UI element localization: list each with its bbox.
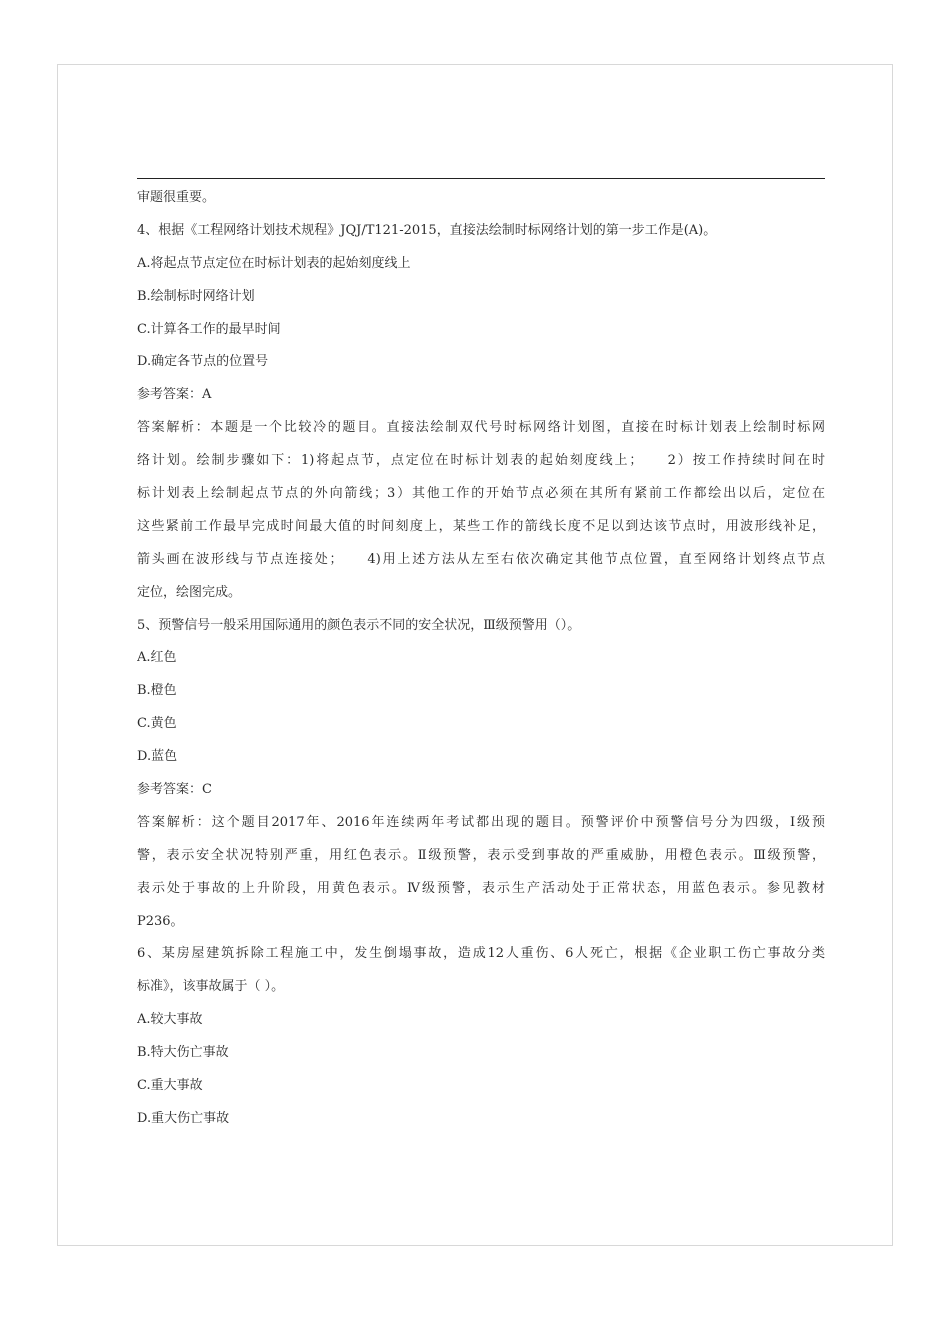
option-b: B.橙色	[137, 683, 177, 699]
reference-answer: 参考答案：A	[137, 387, 212, 403]
option-d: D.重大伤亡事故	[137, 1110, 230, 1126]
option-a: A.红色	[137, 650, 177, 666]
analysis-line: 答案解析：本题是一个比较冷的题目。直接法绘制双代号时标网络计划图，直接在时标计划表上绘制时标网	[137, 420, 825, 436]
option-d: D.确定各节点的位置号	[137, 354, 269, 370]
option-c: C.重大事故	[137, 1078, 203, 1094]
analysis-line: P236。	[137, 913, 184, 929]
analysis-line: 箭头画在波形线与节点连接处； 4)用上述方法从左至右依次确定其他节点位置，直至网络计划终点节点	[137, 551, 825, 567]
question-stem: 5、预警信号一般采用国际通用的颜色表示不同的安全状况，Ⅲ级预警用（）。	[137, 617, 581, 633]
question-4	[137, 215, 825, 610]
option-b: B.特大伤亡事故	[137, 1045, 229, 1061]
question-5	[137, 610, 825, 939]
option-a: A.较大事故	[137, 1012, 203, 1028]
question-stem-line: 标准》，该事故属于（ ）。	[137, 979, 285, 995]
option-c: C.计算各工作的最早时间	[137, 321, 281, 337]
reference-answer: 参考答案：C	[137, 782, 212, 798]
analysis-line: 定位，绘图完成。	[137, 584, 242, 600]
analysis-line: 答案解析：这个题目2017年、2016年连续两年考试都出现的题目。预警评价中预警信号分为四级，Ⅰ级预	[137, 814, 825, 830]
option-d: D.蓝色	[137, 749, 178, 765]
option-c: C.黄色	[137, 716, 177, 732]
analysis-line: 标计划表上绘制起点节点的外向箭线；3）其他工作的开始节点必须在其所有紧前工作都绘出以后，定位在	[137, 486, 825, 502]
option-b: B.绘制标时网络计划	[137, 288, 255, 304]
question-6	[137, 938, 825, 1135]
answer-analysis	[137, 412, 825, 609]
document-content	[137, 182, 825, 1136]
answer-analysis	[137, 807, 825, 939]
analysis-line: 这些紧前工作最早完成时间最大值的时间刻度上，某些工作的箭线长度不足以到达该节点时，用波形线补足，	[137, 518, 825, 534]
option-a: A.将起点节点定位在时标计划表的起始刻度线上	[137, 255, 411, 271]
analysis-line: 警，表示安全状况特别严重，用红色表示。Ⅱ级预警，表示受到事故的严重威胁，用橙色表示。Ⅲ级预警，	[137, 847, 825, 863]
question-stem-line: 6、某房屋建筑拆除工程施工中，发生倒塌事故，造成12人重伤、6人死亡，根据《企业职工伤亡事故分类	[137, 946, 825, 962]
intro-text: 审题很重要。	[137, 190, 216, 205]
question-stem	[137, 938, 825, 1004]
question-stem: 4、根据《工程网络计划技术规程》JQJ/T121-2015，直接法绘制时标网络计划的第一步工作是(A)。	[137, 222, 717, 238]
header-rule	[137, 178, 825, 179]
analysis-line: 络计划。绘制步骤如下：1)将起点节，点定位在时标计划表的起始刻度线上； 2）按工作持续时间在时	[137, 453, 825, 469]
analysis-line: 表示处于事故的上升阶段，用黄色表示。Ⅳ级预警，表示生产活动处于正常状态，用蓝色表示。参见教材	[137, 880, 825, 896]
